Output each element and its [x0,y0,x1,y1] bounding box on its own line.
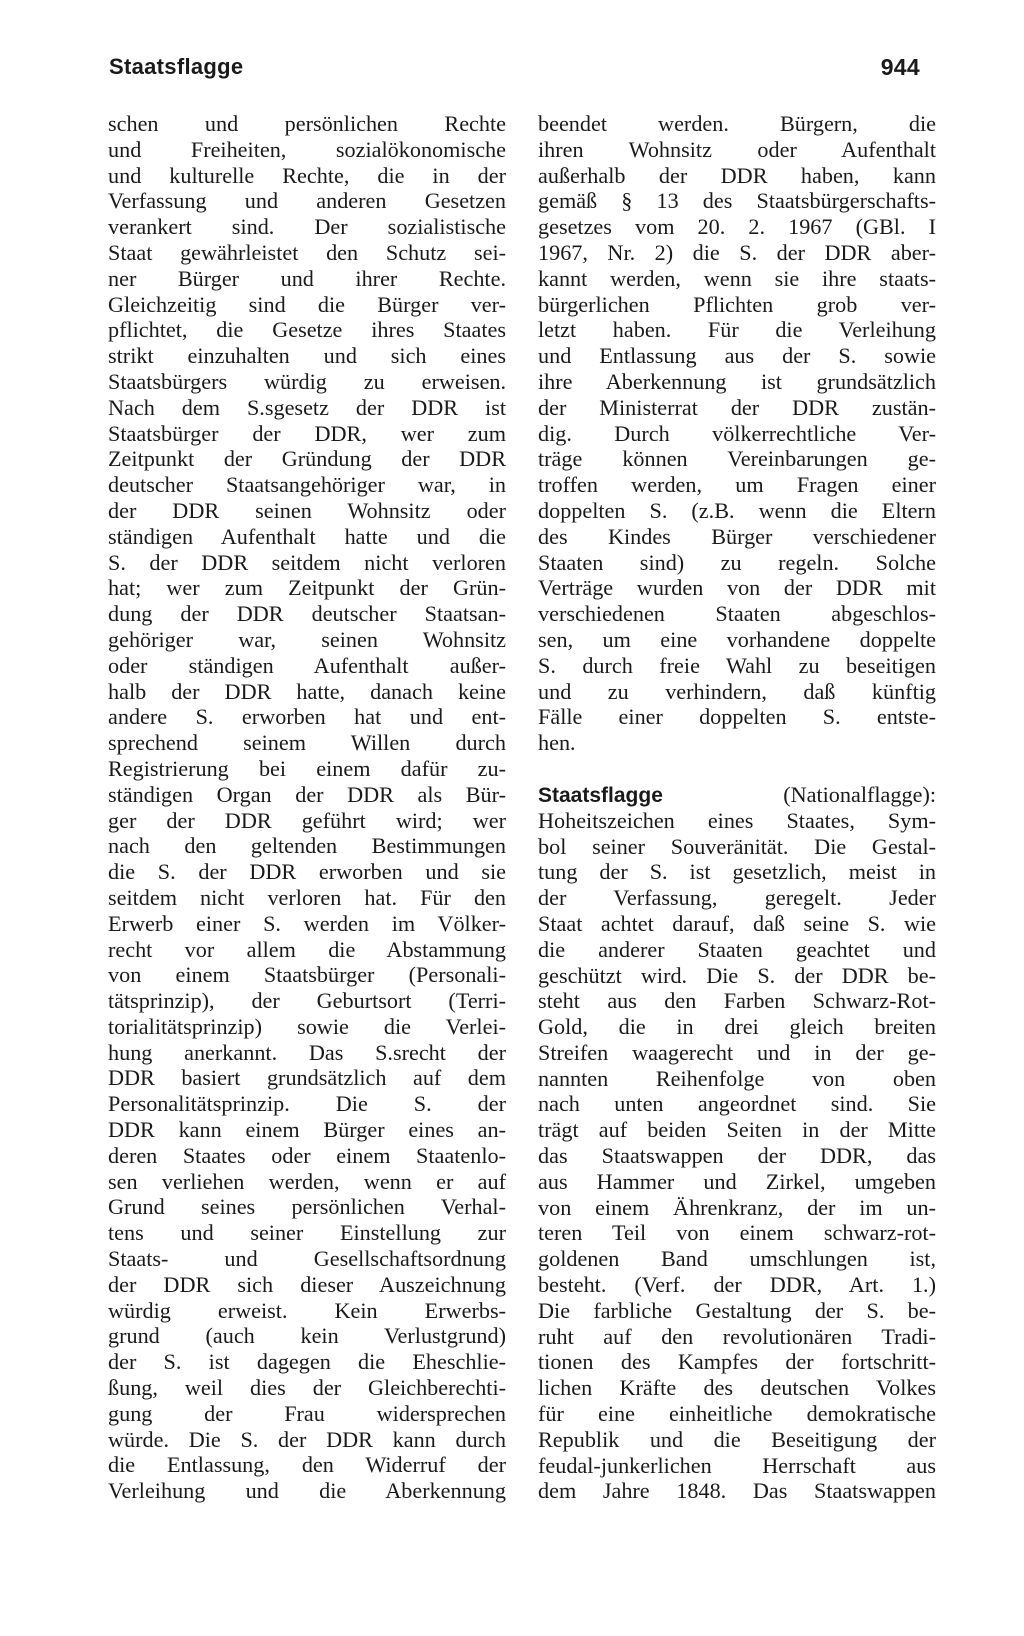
text-line: tionen des Kampfes der fortschritt- [538,1349,936,1375]
text-line: grund (auch kein Verlustgrund) [108,1323,506,1349]
text-line: lichen Kräfte des deutschen Volkes [538,1375,936,1401]
text-line: 1967, Nr. 2) die S. der DDR aber- [538,239,936,265]
text-line: sprechend seinem Willen durch [108,730,506,756]
entry-first-line [538,782,936,808]
text-line: würde. Die S. der DDR kann durch [108,1426,506,1452]
text-line: doppelten S. (z.B. wenn die Eltern [538,497,936,523]
text-line: Personalitätsprinzip. Die S. der [108,1091,506,1117]
text-line: hung anerkannt. Das S.srecht der [108,1039,506,1065]
text-line: goldenen Band umschlungen ist, [538,1246,936,1272]
text-line: der Ministerrat der DDR zustän- [538,394,936,420]
text-line: und Freiheiten, sozialökonomische [108,136,506,162]
text-line: DDR kann einem Bürger eines an- [108,1117,506,1143]
right-column [538,111,936,1504]
text-line: troffen werden, um Fragen einer [538,472,936,498]
text-line: dem Jahre 1848. Das Staatswappen [538,1478,936,1504]
text-line: außerhalb der DDR haben, kann [538,162,936,188]
text-line: gehöriger war, seinen Wohnsitz [108,626,506,652]
text-line: Gleichzeitig sind die Bürger ver- [108,291,506,317]
text-line: dig. Durch völkerrechtliche Ver- [538,420,936,446]
text-line: Republik und die Beseitigung der [538,1426,936,1452]
text-line: seitdem nicht verloren hat. Für den [108,884,506,910]
text-line: hat; wer zum Zeitpunkt der Grün- [108,575,506,601]
text-line: ger der DDR geführt wird; wer [108,807,506,833]
text-line: Nach dem S.sgesetz der DDR ist [108,394,506,420]
text-line: DDR basiert grundsätzlich auf dem [108,1065,506,1091]
text-line: oder ständigen Aufenthalt außer- [108,652,506,678]
text-line: des Kindes Bürger verschiedener [538,523,936,549]
text-line: der DDR sich dieser Auszeichnung [108,1271,506,1297]
text-line: steht aus den Farben Schwarz-Rot- [538,988,936,1014]
text-line: andere S. erworben hat und ent- [108,704,506,730]
text-line: halb der DDR hatte, danach keine [108,678,506,704]
text-line: Die farbliche Gestaltung der S. be- [538,1297,936,1323]
text-line: und Entlassung aus der S. sowie [538,343,936,369]
text-line: bürgerlichen Pflichten grob ver- [538,291,936,317]
text-line: ihren Wohnsitz oder Aufenthalt [538,136,936,162]
text-line: sen verliehen werden, wenn er auf [108,1168,506,1194]
text-line: hen. [538,730,576,756]
text-line: gesetzes vom 20. 2. 1967 (GBl. I [538,214,936,240]
text-line: und zu verhindern, daß künftig [538,678,936,704]
text-line: bol seiner Souveränität. Die Gestal- [538,833,936,859]
text-line: Verleihung und die Aberkennung [108,1478,506,1504]
text-line: S. durch freie Wahl zu beseitigen [538,652,936,678]
text-line: Gold, die in drei gleich breiten [538,1014,936,1040]
text-line: Streifen waagerecht und in der ge- [538,1039,936,1065]
text-line: der DDR seinen Wohnsitz oder [108,497,506,523]
text-line: tens und seiner Einstellung zur [108,1220,506,1246]
text-line: das Staatswappen der DDR, das [538,1143,936,1169]
text-line: würdig erweist. Kein Erwerbs- [108,1297,506,1323]
text-line: torialitätsprinzip) sowie die Verlei- [108,1013,506,1039]
entry-gap [538,756,936,782]
text-line: deutscher Staatsangehöriger war, in [108,472,506,498]
text-line: aus Hammer und Zirkel, umgeben [538,1168,936,1194]
text-line: nach unten angeordnet sind. Sie [538,1091,936,1117]
text-line: gung der Frau widersprechen [108,1400,506,1426]
text-line: der Verfassung, geregelt. Jeder [538,885,936,911]
text-line: verschiedenen Staaten abgeschlos- [538,601,936,627]
text-line: für eine einheitliche demokratische [538,1401,936,1427]
text-line: nach den geltenden Bestimmungen [108,833,506,859]
text-line: teren Teil von einem schwarz-rot- [538,1220,936,1246]
text-line: kannt werden, wenn sie ihre staats- [538,265,936,291]
right-column-continuation [538,111,936,756]
text-line: Staats- und Gesellschaftsordnung [108,1246,506,1272]
text-line: Verfassung und anderen Gesetzen [108,188,506,214]
text-line: Hoheitszeichen eines Staates, Sym- [538,807,936,833]
text-line: recht vor allem die Abstammung [108,936,506,962]
text-line: von einem Staatsbürger (Personali- [108,962,506,988]
text-line: tätsprinzip), der Geburtsort (Terri- [108,988,506,1014]
text-line: Fälle einer doppelten S. entste- [538,704,936,730]
text-line: S. der DDR seitdem nicht verloren [108,549,506,575]
text-line: und kulturelle Rechte, die in der [108,162,506,188]
text-line: beendet werden. Bürgern, die [538,111,936,136]
text-line: ständigen Aufenthalt hatte und die [108,523,506,549]
text-line: ßung, weil dies der Gleichberechti- [108,1375,506,1401]
text-line: Staat achtet darauf, daß seine S. wie [538,910,936,936]
text-line: ihre Aberkennung ist grundsätzlich [538,368,936,394]
text-line: die anderer Staaten geachtet und [538,936,936,962]
text-line: deren Staates oder einem Staatenlo- [108,1142,506,1168]
text-line: tung der S. ist gesetzlich, meist in [538,859,936,885]
text-line: Staatsbürger der DDR, wer zum [108,420,506,446]
text-line: ständigen Organ der DDR als Bür- [108,781,506,807]
text-line: Grund seines persönlichen Verhal- [108,1194,506,1220]
entry-first-line-rest: (Nationalflagge): [783,781,936,807]
text-line: ner Bürger und ihrer Rechte. [108,265,506,291]
text-line: der S. ist dagegen die Eheschlie- [108,1349,506,1375]
text-line: Staat gewährleistet den Schutz sei- [108,239,506,265]
text-line: dung der DDR deutscher Staatsan- [108,601,506,627]
text-line: Staaten sind) zu regeln. Solche [538,549,936,575]
text-line: sen, um eine vorhandene doppelte [538,626,936,652]
text-line: Staatsbürgers würdig zu erweisen. [108,368,506,394]
text-line: pflichtet, die Gesetze ihres Staates [108,317,506,343]
text-line: von einem Ährenkranz, der im un- [538,1194,936,1220]
left-column [108,111,506,1504]
text-line: Zeitpunkt der Gründung der DDR [108,446,506,472]
page-number: 944 [880,54,920,80]
text-line: trägt auf beiden Seiten in der Mitte [538,1117,936,1143]
text-line: Erwerb einer S. werden im Völker- [108,910,506,936]
text-line: nannten Reihenfolge von oben [538,1065,936,1091]
text-line: Registrierung bei einem dafür zu- [108,755,506,781]
text-line: feudal-junkerlichen Herrschaft aus [538,1452,936,1478]
entry-body [538,808,936,1505]
text-line: träge können Vereinbarungen ge- [538,446,936,472]
text-line: Verträge wurden von der DDR mit [538,575,936,601]
running-head-title: Staatsflagge [109,54,244,79]
text-line: letzt haben. Für die Verleihung [538,317,936,343]
text-line: strikt einzuhalten und sich eines [108,343,506,369]
text-line: schen und persönlichen Rechte [108,111,506,136]
text-line: die S. der DDR erworben und sie [108,859,506,885]
text-line: besteht. (Verf. der DDR, Art. 1.) [538,1272,936,1298]
entry-headword: Staatsflagge [538,783,663,807]
text-line: ruht auf den revolutionären Tradi- [538,1323,936,1349]
text-line: gemäß § 13 des Staatsbürgerschafts- [538,188,936,214]
text-line: verankert sind. Der sozialistische [108,214,506,240]
text-line: geschützt wird. Die S. der DDR be- [538,962,936,988]
text-line: die Entlassung, den Widerruf der [108,1452,506,1478]
